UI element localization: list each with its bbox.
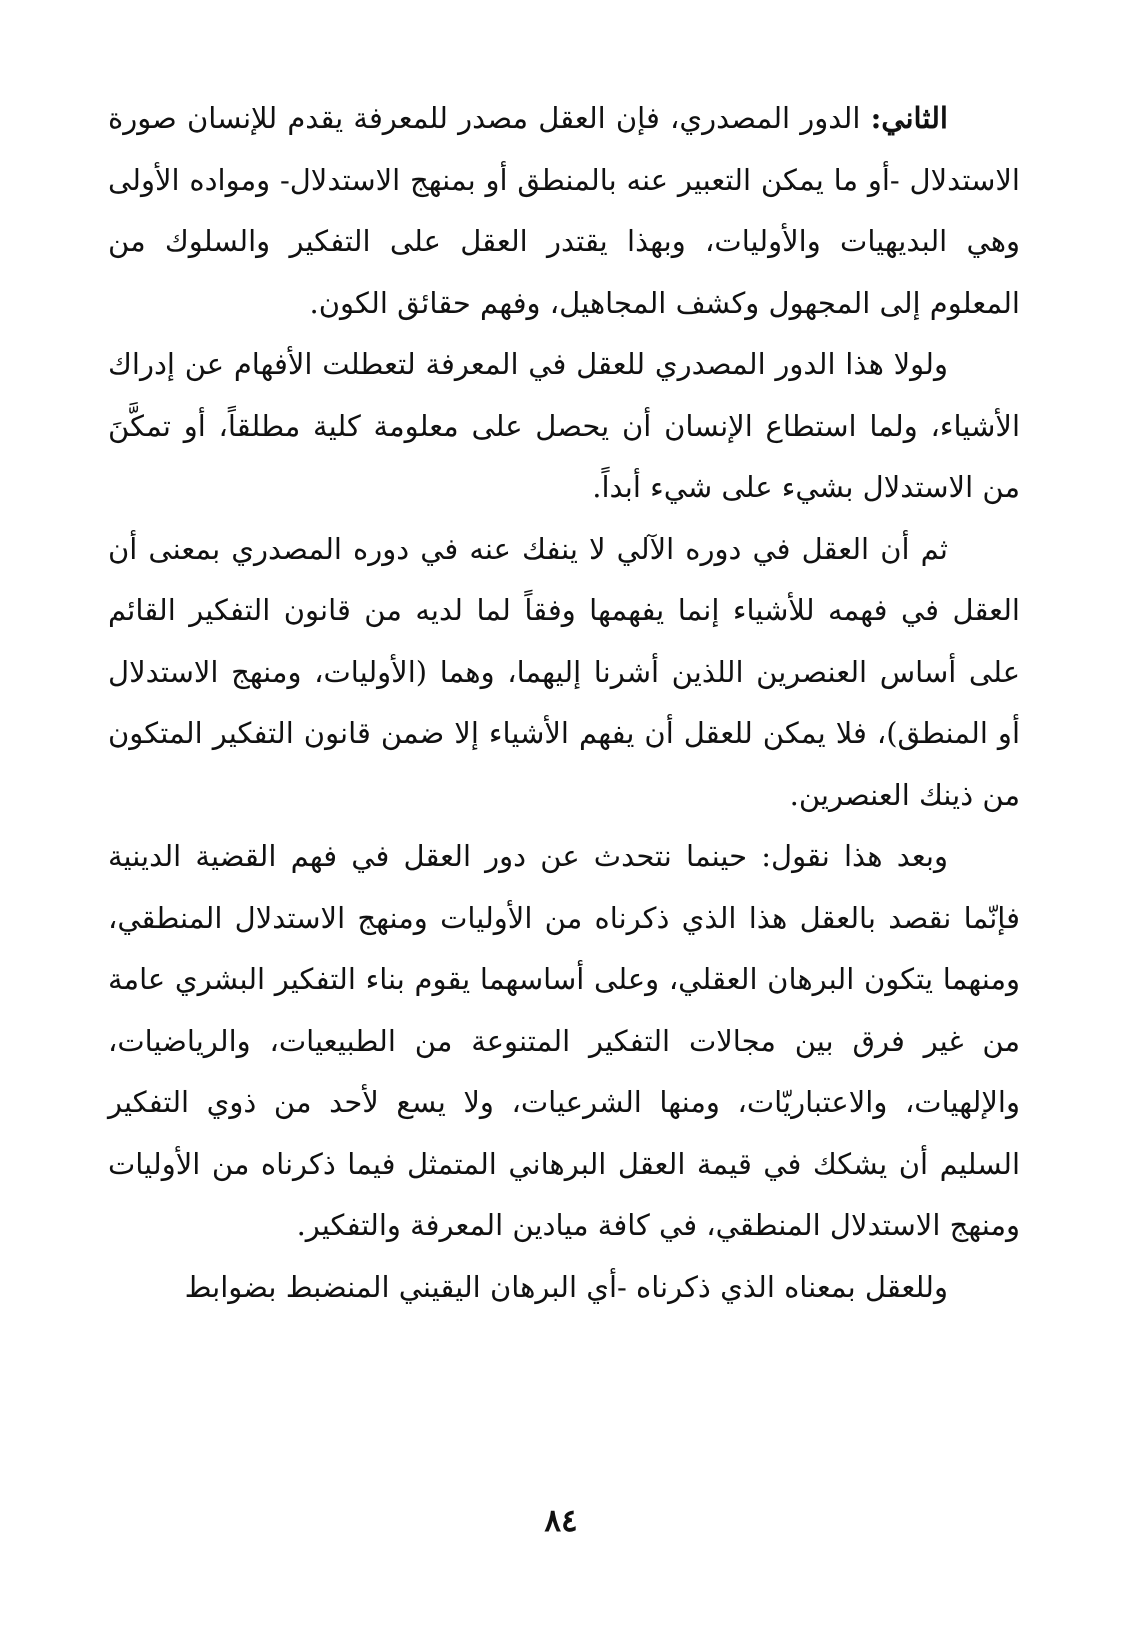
paragraph-5 (108, 1257, 1020, 1319)
paragraph-text: ولولا هذا الدور المصدري للعقل في المعرفة لتعطلت الأفهام عن إدراك الأشياء، ولما استطاع الإنسان أن يحصل على معلومة كلية مطلقاً، أو تمكَّنَ من الاستدلال بشيء على شيء أبداً. (108, 347, 1020, 504)
paragraph-text: وبعد هذا نقول: حينما نتحدث عن دور العقل في فهم القضية الدينية فإنّما نقصد بالعقل هذا الذي ذكرناه من الأوليات ومنهج الاستدلال المنطقي، ومنهما يتكون البرهان العقلي، وعلى أساسهما يقوم بناء التفكير البشري عامة من غير فرق بين مجالات التفكير المتنوعة من الطبيعيات، والرياضيات، والإلهيات، والاعتباريّات، ومنها الشرعيات، ولا يسع لأحد من ذوي التفكير السليم أن يشكك في قيمة العقل البرهاني المتمثل فيما ذكرناه من الأوليات ومنهج الاستدلال المنطقي، في كافة ميادين المعرفة والتفكير. (108, 839, 1020, 1242)
paragraph-4 (108, 826, 1020, 1257)
paragraph-1 (108, 88, 1020, 334)
paragraph-3 (108, 519, 1020, 827)
page-number: ٨٤ (544, 1503, 578, 1539)
body-text (108, 88, 1020, 1318)
paragraph-2 (108, 334, 1020, 519)
paragraph-text: وللعقل بمعناه الذي ذكرناه -أي البرهان اليقيني المنضبط بضوابط (184, 1269, 948, 1304)
paragraph-lead-bold: الثاني: (870, 101, 948, 135)
paragraph-text: ثم أن العقل في دوره الآلي لا ينفك عنه في دوره المصدري بمعنى أن العقل في فهمه للأشياء إنما يفهمها وفقاً لما لديه من قانون التفكير القائم على أساس العنصرين اللذين أشرنا إليهما، وهما (الأوليات، ومنهج الاستدلال أو المنطق)، فلا يمكن للعقل أن يفهم الأشياء إلا ضمن قانون التفكير المتكون من ذينك العنصرين. (108, 531, 1020, 812)
paragraph-text: الدور المصدري، فإن العقل مصدر للمعرفة يقدم للإنسان صورة الاستدلال -أو ما يمكن التعبير عنه بالمنطق أو بمنهج الاستدلال- ومواده الأولى وهي البديهيات والأوليات، وبهذا يقتدر العقل على التفكير والسلوك من المعلوم إلى المجهول وكشف المجاهيل، وفهم حقائق الكون. (108, 101, 1020, 320)
